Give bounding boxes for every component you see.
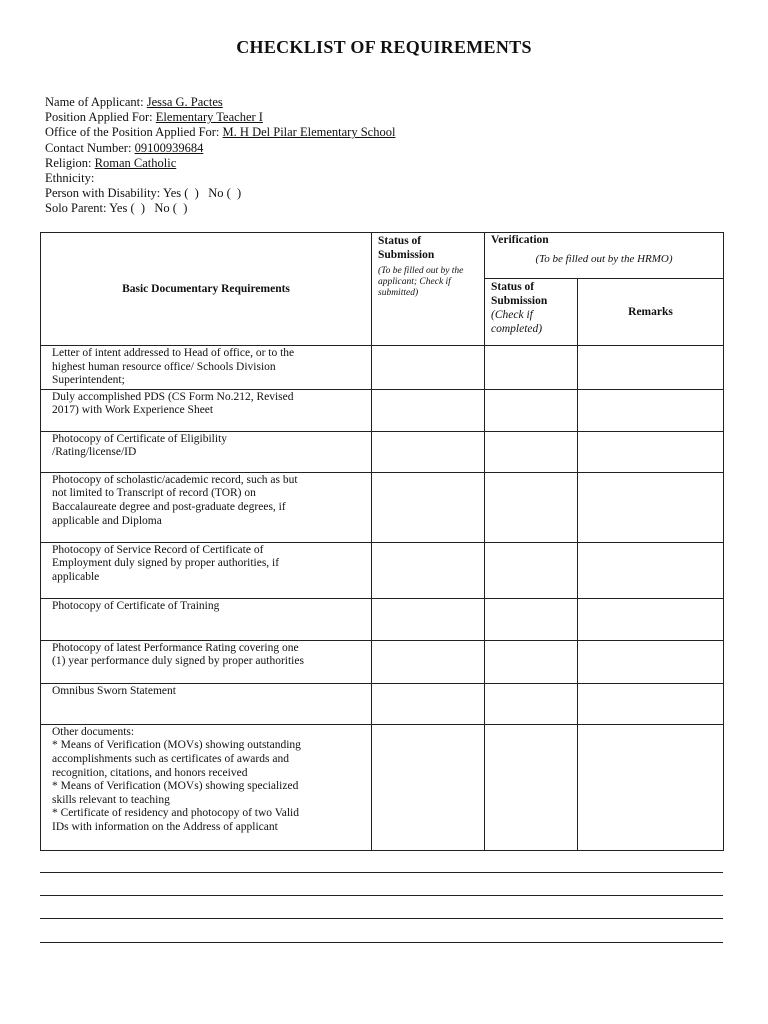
verification-note: (To be filled out by the HRMO) (535, 253, 673, 265)
requirement-text: * Means of Verification (MOVs) showing outstanding (52, 739, 301, 752)
status-title: Status of Submission (378, 235, 435, 261)
applicant-info (45, 95, 395, 217)
solo-parent-options: Yes ( ) No ( ) (109, 201, 188, 216)
requirement-cell (41, 472, 372, 542)
requirement-text: applicable and Diploma (52, 514, 162, 527)
requirement-text: Baccalaureate degree and post-graduate degrees, if (52, 500, 286, 513)
requirement-text: Omnibus Sworn Statement (52, 684, 176, 697)
religion-value: Roman Catholic (94, 155, 177, 170)
requirement-text: Photocopy of Certificate of Eligibility (52, 432, 228, 445)
applicant-status-cell[interactable] (372, 431, 485, 472)
requirement-text: * Means of Verification (MOVs) showing specialized (52, 780, 299, 793)
applicant-status-cell[interactable] (372, 346, 485, 390)
applicant-status-cell[interactable] (372, 724, 485, 850)
applicant-status-cell[interactable] (372, 542, 485, 598)
remarks-cell[interactable] (578, 346, 724, 390)
contact-row (45, 141, 395, 156)
requirement-text: Photocopy of latest Performance Rating covering one (52, 641, 299, 654)
remarks-cell[interactable] (578, 389, 724, 431)
header-status-hrmo (485, 279, 578, 346)
position-label: Position Applied For: (45, 110, 153, 125)
page-title: CHECKLIST OF REQUIREMENTS (236, 37, 532, 57)
office-label: Office of the Position Applied For: (45, 125, 220, 140)
hrmo-status-cell[interactable] (485, 389, 578, 431)
sub-status-note: (Check if completed) (491, 309, 543, 335)
requirement-cell (41, 346, 372, 390)
hrmo-status-cell[interactable] (485, 598, 578, 640)
requirement-cell (41, 389, 372, 431)
applicant-status-cell[interactable] (372, 640, 485, 683)
requirement-text: Letter of intent addressed to Head of office, or to the (52, 347, 295, 359)
remarks-cell[interactable] (578, 683, 724, 724)
requirement-text: * Certificate of residency and photocopy of two Valid (52, 807, 299, 820)
solo-parent-label: Solo Parent: (45, 201, 107, 216)
contact-label: Contact Number: (45, 140, 132, 155)
hrmo-status-cell[interactable] (485, 542, 578, 598)
blank-line-1 (40, 872, 723, 873)
requirement-cell (41, 724, 372, 850)
requirement-text: Duly accomplished PDS (CS Form No.212, Revised (52, 390, 294, 403)
hrmo-status-cell[interactable] (485, 346, 578, 390)
requirement-text: 2017) with Work Experience Sheet (52, 404, 214, 417)
table-row (41, 598, 724, 640)
requirement-text: IDs with information on the Address of applicant (52, 820, 278, 833)
requirement-cell (41, 640, 372, 683)
table-row (41, 472, 724, 542)
name-value: Jessa G. Pactes (146, 95, 223, 109)
requirement-text: Photocopy of scholastic/academic record, such as but (52, 473, 298, 486)
verification-title: Verification (491, 234, 549, 246)
requirement-text: Employment duly signed by proper authorities, if (52, 557, 280, 570)
table-row (41, 431, 724, 472)
remarks-cell[interactable] (578, 640, 724, 683)
requirement-text: Photocopy of Certificate of Training (52, 599, 220, 612)
table-row (41, 683, 724, 724)
remarks-cell[interactable] (578, 724, 724, 850)
hrmo-status-cell[interactable] (485, 640, 578, 683)
requirement-text: accomplishments such as certificates of awards and (52, 752, 289, 765)
status-note: (To be filled out by the applicant; Check if submitted) (378, 266, 464, 298)
table-row (41, 389, 724, 431)
requirements-table (40, 232, 724, 851)
requirement-cell (41, 431, 372, 472)
table-row (41, 542, 724, 598)
hrmo-status-cell[interactable] (485, 724, 578, 850)
remarks-cell[interactable] (578, 431, 724, 472)
religion-label: Religion: (45, 155, 92, 170)
hrmo-status-cell[interactable] (485, 472, 578, 542)
position-value: Elementary Teacher I (155, 110, 263, 125)
header-status-applicant (372, 233, 485, 346)
blank-line-2 (40, 895, 723, 896)
applicant-status-cell[interactable] (372, 472, 485, 542)
applicant-status-cell[interactable] (372, 389, 485, 431)
remarks-cell[interactable] (578, 598, 724, 640)
remarks-cell[interactable] (578, 542, 724, 598)
pwd-label: Person with Disability: (45, 186, 161, 201)
office-value: M. H Del Pilar Elementary School (222, 125, 396, 140)
solo-parent-row (45, 201, 395, 216)
sub-status-title: Status of Submission (491, 281, 548, 307)
requirement-text: Photocopy of Service Record of Certificate of (52, 543, 264, 556)
requirements-body (41, 346, 724, 851)
requirement-cell (41, 598, 372, 640)
position-row (45, 110, 395, 125)
table-row (41, 346, 724, 390)
requirement-text: (1) year performance duly signed by proper authorities (52, 655, 304, 668)
applicant-name-row (45, 95, 395, 110)
contact-value: 09100939684 (134, 140, 204, 155)
blank-line-4 (40, 942, 723, 943)
requirement-text: not limited to Transcript of record (TOR) on (52, 487, 256, 500)
hrmo-status-cell[interactable] (485, 431, 578, 472)
remarks-cell[interactable] (578, 472, 724, 542)
office-row (45, 125, 395, 140)
religion-row (45, 156, 395, 171)
pwd-row (45, 186, 395, 201)
header-remarks: Remarks (578, 279, 724, 346)
applicant-status-cell[interactable] (372, 598, 485, 640)
table-row (41, 640, 724, 683)
header-requirements: Basic Documentary Requirements (41, 233, 372, 346)
requirement-text: /Rating/license/ID (52, 446, 137, 459)
header-verification (485, 233, 724, 279)
requirement-text: Other documents: (52, 725, 135, 738)
requirement-cell (41, 683, 372, 724)
applicant-status-cell[interactable] (372, 683, 485, 724)
requirement-text: applicable (52, 570, 100, 583)
name-label: Name of Applicant: (45, 95, 144, 109)
requirement-text: Superintendent; (52, 374, 125, 387)
requirement-text: highest human resource office/ Schools Division (52, 360, 276, 373)
requirement-text: recognition, citations, and honors received (52, 766, 248, 779)
requirement-text: skills relevant to teaching (52, 793, 170, 806)
requirement-cell (41, 542, 372, 598)
pwd-options: Yes ( ) No ( ) (162, 186, 242, 201)
table-row (41, 724, 724, 850)
blank-line-3 (40, 918, 723, 919)
ethnicity-label: Ethnicity: (45, 171, 95, 186)
hrmo-status-cell[interactable] (485, 683, 578, 724)
ethnicity-row (45, 171, 395, 186)
